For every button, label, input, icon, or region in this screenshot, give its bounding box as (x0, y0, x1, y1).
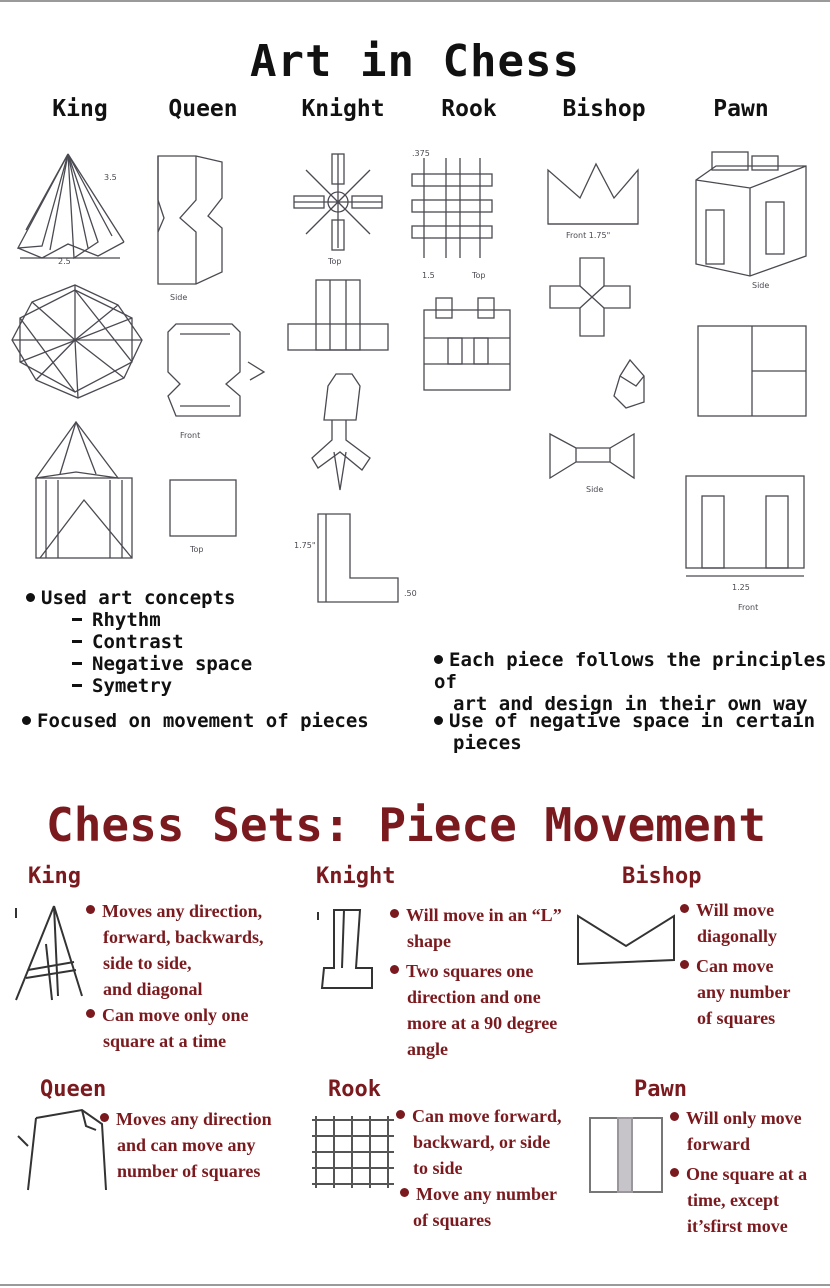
rook-dim-label: 1.5 (422, 271, 435, 280)
dash-icon (72, 662, 82, 665)
king-sketch-front (36, 422, 132, 558)
bishop-bullet-1 (680, 897, 791, 923)
rook-sketch-front (424, 298, 510, 390)
concepts-heading: Used art concepts (41, 587, 236, 609)
knight-description (390, 902, 562, 1062)
dash-icon (72, 618, 82, 621)
dash-icon (72, 684, 82, 687)
column-header-pawn: Pawn (713, 96, 769, 122)
principle-note-2 (434, 710, 815, 754)
pawn-bullet-1 (670, 1105, 807, 1131)
text-line: Move any number (416, 1184, 557, 1204)
text-line: angle (407, 1039, 449, 1059)
column-header-knight: Knight (301, 96, 385, 122)
text-line: Will move (696, 900, 775, 920)
text-line: it’sfirst move (687, 1216, 788, 1236)
piece-name-knight: Knight (316, 864, 396, 889)
text-line: Will move in an “L” (406, 905, 562, 925)
bishop-sketch-3d (614, 360, 644, 408)
column-header-rook: Rook (441, 96, 497, 122)
principle-note-1 (434, 649, 830, 715)
rook-movement-sketch (308, 1112, 398, 1188)
text-line: and diagonal (103, 979, 203, 999)
svg-text:1.75": 1.75" (294, 541, 316, 550)
concept-contrast: Contrast (92, 631, 184, 653)
king-bullet-1 (86, 898, 264, 924)
pawn-sketch-top (698, 326, 806, 416)
knight-sketch-top (294, 154, 382, 266)
bullet-icon (670, 1168, 679, 1177)
rook-bullet-1 (396, 1103, 561, 1129)
piece-name-bishop: Bishop (622, 864, 702, 889)
concept-item (26, 675, 252, 697)
column-header-queen: Queen (168, 96, 238, 122)
king-movement-sketch (12, 900, 86, 1004)
queen-sketch-front (168, 324, 264, 440)
queen-side-label: Side (170, 293, 188, 302)
piece-name-rook: Rook (328, 1077, 381, 1102)
bullet-icon (86, 905, 95, 914)
section-title-piece-movement: Chess Sets: Piece Movement (46, 798, 767, 852)
queen-sketch-side (158, 156, 222, 302)
knight-sketch-side (288, 280, 388, 350)
queen-top-label: Top (190, 545, 204, 554)
pawn-side-label: Side (752, 281, 770, 290)
pawn-width-label: 1.25 (732, 583, 750, 592)
bishop-sketch-front (548, 164, 638, 240)
principle-2-line-2: pieces (453, 732, 522, 754)
text-line: number of squares (117, 1161, 261, 1181)
bullet-icon (434, 655, 443, 664)
text-line: and can move any (117, 1135, 256, 1155)
concept-symmetry: Symetry (92, 675, 173, 697)
concepts-heading-row (26, 587, 252, 609)
bullet-icon (400, 1188, 409, 1197)
concept-rhythm: Rhythm (92, 609, 161, 631)
bishop-front-label: Front 1.75" (566, 231, 611, 240)
column-header-bishop: Bishop (562, 96, 646, 122)
text-line: Moves any direction (116, 1109, 272, 1129)
king-side-dim: 3.5 (104, 173, 117, 182)
text-line: backward, or side (413, 1132, 551, 1152)
text-line: One square at a (686, 1164, 808, 1184)
text-line: time, except (687, 1190, 779, 1210)
pawn-front-label: Front (738, 603, 759, 612)
piece-name-pawn: Pawn (634, 1077, 687, 1102)
bishop-sketch-side (550, 434, 634, 494)
bullet-icon (390, 909, 399, 918)
text-line: Can move forward, (412, 1106, 562, 1126)
pawn-movement-sketch (584, 1112, 668, 1196)
focus-text: Focused on movement of pieces (37, 710, 369, 732)
text-line: forward (687, 1134, 750, 1154)
text-line: shape (407, 931, 452, 951)
column-header-king: King (52, 96, 108, 122)
knight-top-label: Top (328, 257, 342, 266)
text-line: more at a 90 degree (407, 1013, 558, 1033)
queen-movement-sketch (14, 1106, 114, 1194)
focus-note (22, 710, 369, 732)
principle-1-line-1: Each piece follows the principles of (434, 649, 827, 693)
text-line: Will only move (686, 1108, 802, 1128)
queen-front-label: Front (180, 431, 201, 440)
knight-bullet-1 (390, 902, 562, 928)
king-description (86, 898, 264, 1054)
concept-item (26, 653, 252, 675)
king-bullet-2 (86, 1002, 264, 1028)
sketch-canvas (0, 140, 830, 620)
concept-negative-space: Negative space (92, 653, 253, 675)
bishop-bullet-2 (680, 953, 791, 979)
svg-text:.50: .50 (404, 589, 417, 598)
text-line: diagonally (697, 926, 778, 946)
text-line: square at a time (103, 1031, 227, 1051)
text-line: any number (697, 982, 791, 1002)
text-line: of squares (697, 1008, 776, 1028)
rook-description (396, 1103, 561, 1233)
queen-description (100, 1106, 272, 1184)
bullet-icon (26, 593, 35, 602)
knight-sketch-front (312, 374, 370, 490)
bullet-icon (670, 1112, 679, 1121)
text-line: Can move only one (102, 1005, 249, 1025)
piece-name-king: King (28, 864, 81, 889)
bullet-icon (434, 716, 443, 725)
text-line: Can move (696, 956, 774, 976)
bottom-border (0, 1284, 830, 1286)
bishop-sketch-top (550, 258, 630, 336)
text-line: Moves any direction, (102, 901, 263, 921)
bullet-icon (390, 965, 399, 974)
bullet-icon (680, 904, 689, 913)
knight-bullet-2 (390, 958, 562, 984)
art-concepts-list (26, 587, 252, 697)
design-sketches (0, 140, 830, 620)
rook-top-label: Top (472, 271, 486, 280)
rook-bullet-2 (396, 1181, 561, 1207)
principle-2-line-1: Use of negative space in certain (449, 710, 816, 732)
bullet-icon (100, 1113, 109, 1122)
text-line: to side (413, 1158, 463, 1178)
bullet-icon (680, 960, 689, 969)
page-title: Art in Chess (250, 36, 580, 87)
principle-1-line-2: art and design in their own way (453, 693, 808, 715)
knight-sketch-l (294, 514, 417, 602)
pawn-bullet-2 (670, 1161, 807, 1187)
king-sketch-side (18, 154, 124, 266)
queen-bullet-1 (100, 1106, 272, 1132)
king-dim-label: 2.5 (58, 257, 71, 266)
king-sketch-top (12, 285, 142, 398)
text-line: of squares (413, 1210, 492, 1230)
concept-item (26, 631, 252, 653)
pawn-sketch-front (686, 476, 804, 612)
pawn-sketch-3d (696, 152, 806, 290)
bishop-side-label: Side (586, 485, 604, 494)
bullet-icon (396, 1110, 405, 1119)
text-line: direction and one (407, 987, 541, 1007)
concept-item (26, 609, 252, 631)
top-border (0, 0, 830, 2)
pawn-description (670, 1105, 807, 1239)
text-line: forward, backwards, (103, 927, 264, 947)
rook-sketch-top (412, 149, 492, 280)
piece-name-queen: Queen (40, 1077, 107, 1102)
svg-text:.375: .375 (412, 149, 430, 158)
bullet-icon (22, 716, 31, 725)
bishop-description (680, 897, 791, 1031)
bullet-icon (86, 1009, 95, 1018)
knight-movement-sketch (312, 902, 378, 994)
text-line: Two squares one (406, 961, 534, 981)
bishop-movement-sketch (574, 906, 678, 968)
text-line: side to side, (103, 953, 192, 973)
queen-sketch-top (170, 480, 236, 554)
dash-icon (72, 640, 82, 643)
